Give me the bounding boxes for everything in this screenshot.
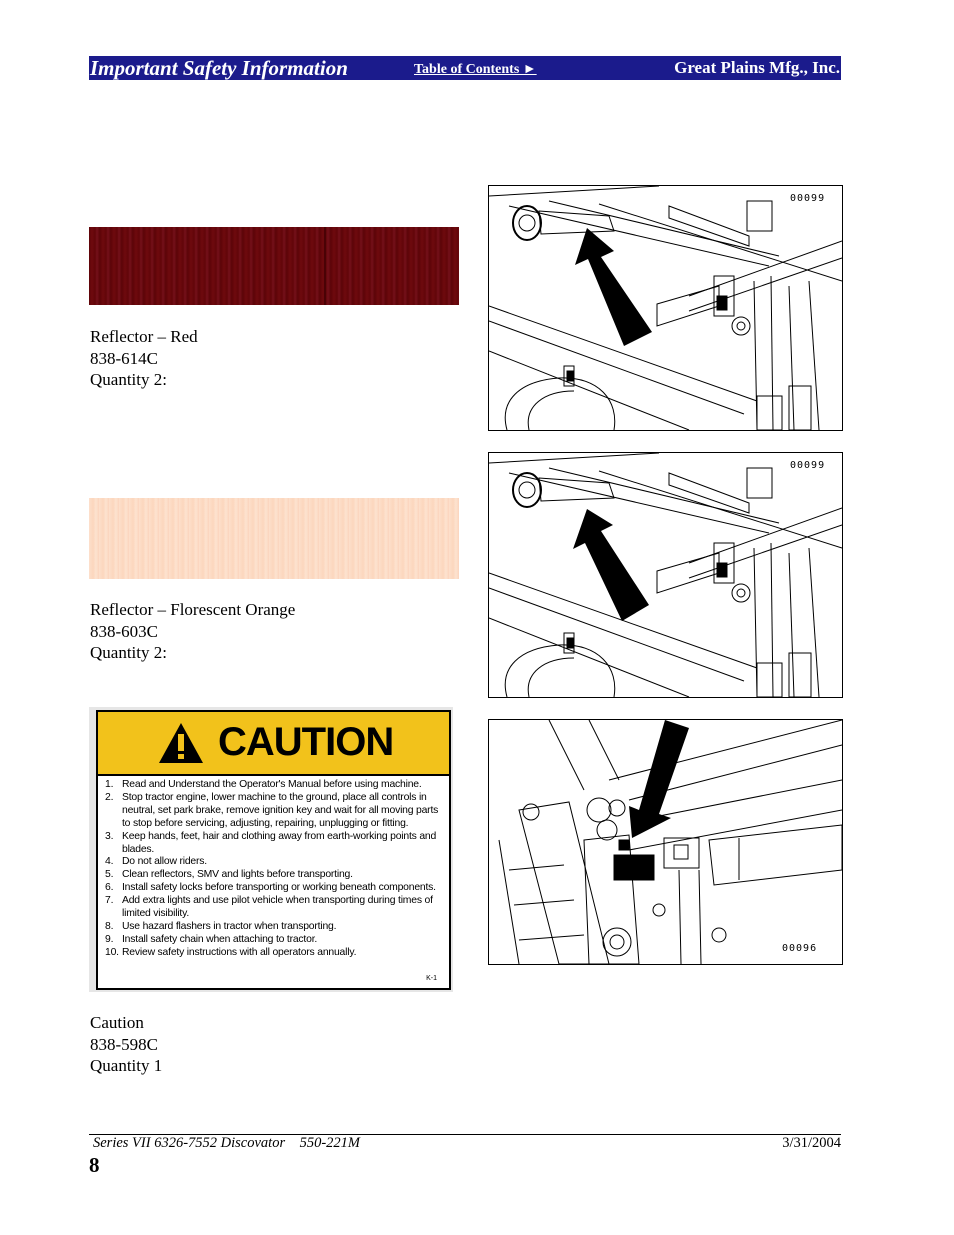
- footer-series: Series VII 6326-7552 Discovator 550-221M: [93, 1135, 360, 1151]
- orange-reflector-image: [89, 498, 459, 579]
- figure-id: 00099: [790, 460, 826, 471]
- list-item: 10. Review safety instructions with all operators annually.: [105, 946, 357, 958]
- item-part-number: 838-598C: [90, 1034, 158, 1054]
- item-name: Reflector – Florescent Orange: [90, 600, 296, 619]
- item-name: Reflector – Red: [90, 327, 198, 346]
- page-number: 8: [89, 1153, 100, 1177]
- item-label-red: [90, 326, 198, 391]
- item-part-number: 838-603C: [90, 621, 158, 641]
- list-item: 2. Stop tractor engine, lower machine to the ground, place all controls in neutral, set park brake, remove ignition key and wait for all moving parts to stop before servicing, adjusting, repairing, unplugging or fitting.: [105, 791, 439, 829]
- list-item: 1. Read and Understand the Operator's Manual before using machine.: [105, 779, 422, 790]
- caution-decal-location-figure: [488, 719, 843, 965]
- item-quantity: Quantity 2:: [90, 370, 167, 389]
- caution-instructions: [105, 779, 443, 960]
- table-of-contents-link[interactable]: Table of Contents ►: [414, 62, 537, 77]
- caution-band: [98, 712, 449, 776]
- item-label-orange: [90, 599, 295, 664]
- list-item: 5. Clean reflectors, SMV and lights before transporting.: [105, 869, 353, 881]
- page-header: [89, 56, 841, 80]
- figure-id: 00096: [782, 943, 818, 954]
- warning-triangle-icon: [158, 722, 204, 764]
- item-label-caution: [90, 1012, 162, 1077]
- decal-code: K-1: [426, 975, 437, 982]
- red-reflector-image: [89, 227, 459, 305]
- item-part-number: 838-614C: [90, 348, 158, 368]
- figure-id: 00099: [790, 193, 826, 204]
- footer-date: 3/31/2004: [782, 1135, 841, 1151]
- red-reflector-location-figure: [488, 185, 843, 431]
- list-item: 6. Install safety locks before transporting or working beneath components.: [105, 882, 436, 894]
- company-name: Great Plains Mfg., Inc.: [674, 58, 840, 77]
- item-quantity: Quantity 2:: [90, 643, 167, 662]
- caution-decal-image: [89, 707, 453, 992]
- item-quantity: Quantity 1: [90, 1056, 163, 1075]
- section-title: Important Safety Information: [90, 56, 348, 80]
- orange-reflector-location-figure: [488, 452, 843, 698]
- list-item: 8. Use hazard flashers in tractor when transporting.: [105, 920, 337, 932]
- item-name: Caution: [90, 1013, 144, 1032]
- caution-heading: CAUTION: [218, 720, 394, 764]
- list-item: 9. Install safety chain when attaching to tractor.: [105, 933, 318, 945]
- list-item: 7. Add extra lights and use pilot vehicle when transporting during times of limited visibility.: [105, 895, 433, 920]
- list-item: 4. Do not allow riders.: [105, 856, 207, 868]
- list-item: 3. Keep hands, feet, hair and clothing away from earth-working points and blades.: [105, 830, 437, 855]
